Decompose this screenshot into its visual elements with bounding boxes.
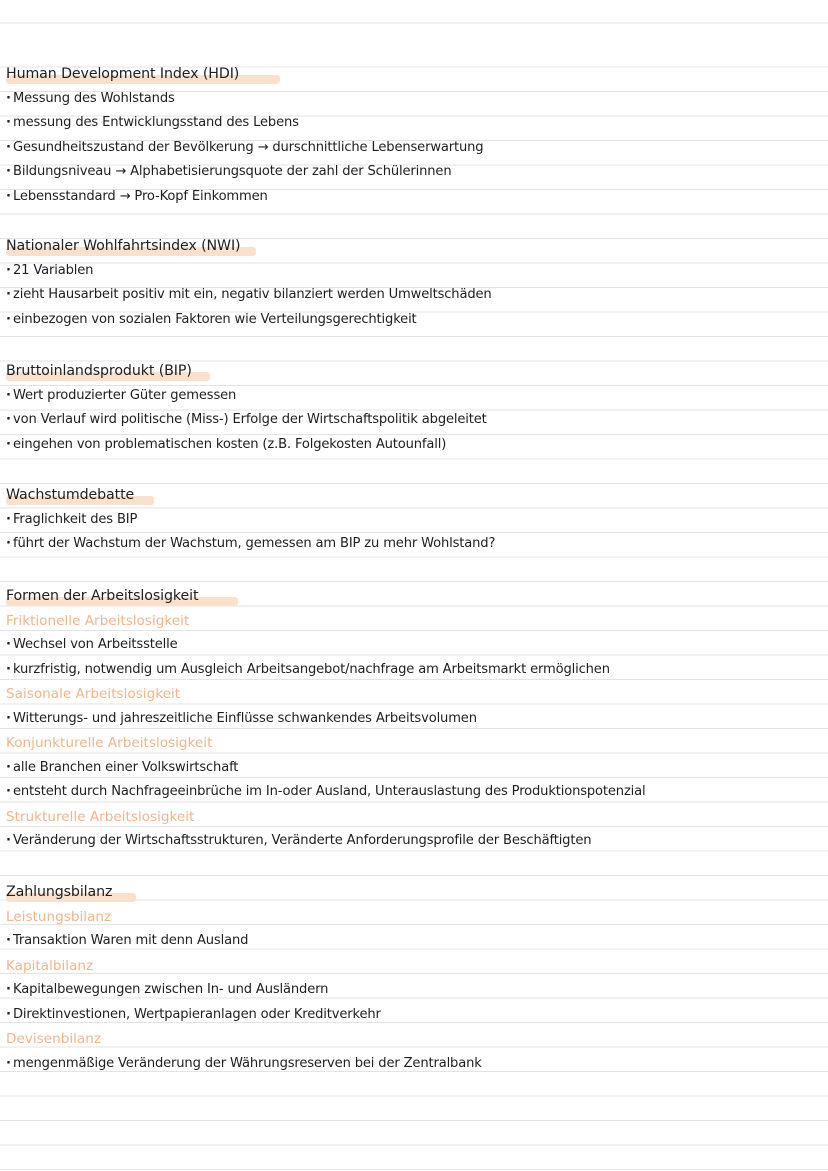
list-item: · kurzfristig, notwendig um Ausgleich Arbeitsangebot/nachfrage am Arbeitsmarkt ermöglichen <box>6 658 818 683</box>
list-item: · Witterungs- und jahreszeitliche Einflüsse schwankendes Arbeitsvolumen <box>6 707 818 732</box>
list-item: · Lebensstandard → Pro-Kopf Einkommen <box>6 185 818 210</box>
section-heading-row <box>6 234 818 259</box>
list-item: · Messung des Wohlstands <box>6 87 818 112</box>
section-title: Bruttoinlandsprodukt (BIP) <box>6 363 192 379</box>
section-heading-row <box>6 359 818 384</box>
subheading: Leistungsbilanz <box>6 908 112 925</box>
section-heading-row <box>6 584 818 609</box>
section-wachstumdebatte <box>6 483 818 557</box>
section-arbeitslosigkeit <box>6 584 818 854</box>
section-title: Nationaler Wohlfahrtsindex (NWI) <box>6 238 241 254</box>
subheading: Friktionelle Arbeitslosigkeit <box>6 612 190 629</box>
list-item: · führt der Wachstum der Wachstum, gemessen am BIP zu mehr Wohlstand? <box>6 532 818 557</box>
section-heading-row <box>6 483 818 508</box>
list-item: · Kapitalbewegungen zwischen In- und Ausländern <box>6 978 818 1003</box>
list-item: · von Verlauf wird politische (Miss-) Erfolge der Wirtschaftspolitik abgeleitet <box>6 408 818 433</box>
list-item: · einbezogen von sozialen Faktoren wie Verteilungsgerechtigkeit <box>6 308 818 333</box>
list-item: · Wechsel von Arbeitsstelle <box>6 633 818 658</box>
list-item: · Bildungsniveau → Alphabetisierungsquote der zahl der Schülerinnen <box>6 160 818 185</box>
section-title: Formen der Arbeitslosigkeit <box>6 588 199 604</box>
list-item: · Fraglichkeit des BIP <box>6 508 818 533</box>
subheading: Devisenbilanz <box>6 1031 101 1047</box>
section-nwi <box>6 234 818 332</box>
list-item: · Transaktion Waren mit denn Ausland <box>6 929 818 954</box>
list-item: · eingehen von problematischen kosten (z.B. Folgekosten Autounfall) <box>6 433 818 458</box>
section-heading-row <box>6 880 818 905</box>
section-bip <box>6 359 818 457</box>
section-zahlungsbilanz <box>6 880 818 1076</box>
section-hdi <box>6 62 818 209</box>
subheading: Strukturelle Arbeitslosigkeit <box>6 808 195 825</box>
list-item: · Wert produzierter Güter gemessen <box>6 384 818 409</box>
list-item: · Direktinvestionen, Wertpapieranlagen oder Kreditverkehr <box>6 1003 818 1028</box>
list-item: · Gesundheitszustand der Bevölkerung → durschnittliche Lebenserwartung <box>6 136 818 161</box>
list-item: · 21 Variablen <box>6 259 818 284</box>
subheading: Konjunkturelle Arbeitslosigkeit <box>6 735 213 751</box>
list-item: · alle Branchen einer Volkswirtschaft <box>6 756 818 781</box>
subheading: Saisonale Arbeitslosigkeit <box>6 686 181 702</box>
list-item: · zieht Hausarbeit positiv mit ein, negativ bilanziert werden Umweltschäden <box>6 283 818 308</box>
list-item: · messung des Entwicklungsstand des Lebens <box>6 111 818 136</box>
section-title: Human Development Index (HDI) <box>6 66 240 82</box>
list-item: · entsteht durch Nachfrageeinbrüche im In-oder Ausland, Unterauslastung des Produktionspotenzial <box>6 780 818 805</box>
list-item: · mengenmäßige Veränderung der Währungsreserven bei der Zentralbank <box>6 1052 818 1077</box>
section-heading-row <box>6 62 818 87</box>
section-title: Wachstumdebatte <box>6 487 135 503</box>
subheading: Kapitalbilanz <box>6 957 94 974</box>
list-item: · Veränderung der Wirtschaftsstrukturen, Veränderte Anforderungsprofile der Beschäftigten <box>6 829 818 854</box>
section-title: Zahlungsbilanz <box>6 884 113 900</box>
